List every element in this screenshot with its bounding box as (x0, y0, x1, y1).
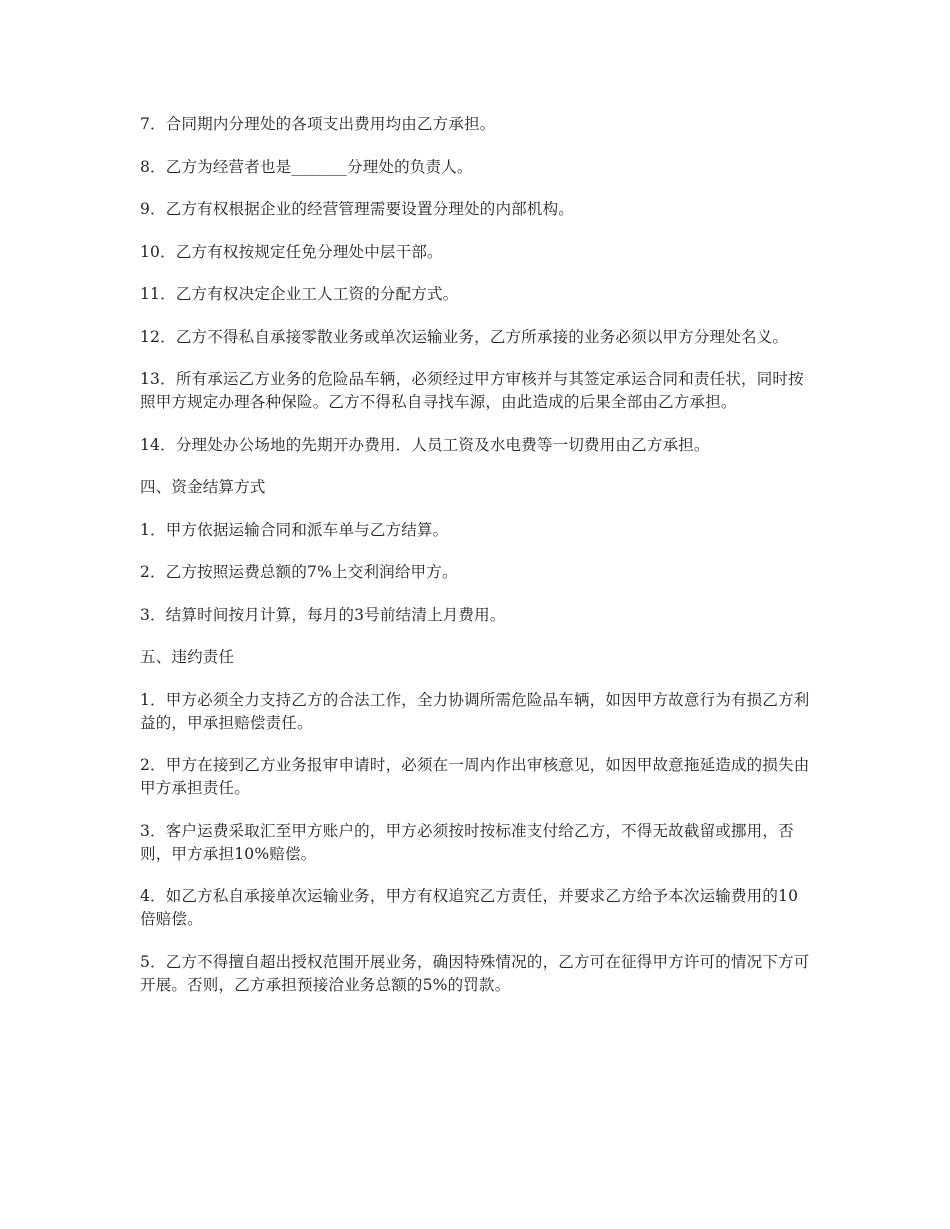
clause-12: 12．乙方不得私自承接零散业务或单次运输业务，乙方所承接的业务必须以甲方分理处名义。 (140, 327, 789, 346)
liability-item-4: 4．如乙方私自承接单次运输业务，甲方有权追究乙方责任，并要求乙方给予本次运输费用的10倍赔偿。 (140, 887, 799, 928)
section-heading-liability: 五、违约责任 (140, 648, 235, 666)
clause-8: 8．乙方为经营者也是_______分理处的负责人。 (140, 157, 473, 176)
section-heading-settlement: 四、资金结算方式 (140, 478, 266, 496)
clause-14: 14．分理处办公场地的先期开办费用．人员工资及水电费等一切费用由乙方承担。 (140, 435, 710, 454)
settlement-item-1: 1．甲方依据运输合同和派车单与乙方结算。 (140, 520, 449, 539)
clause-13: 13．所有承运乙方业务的危险品车辆，必须经过甲方审核并与其签定承运合同和责任状，同时按照甲方规定办理各种保险。乙方不得私自寻找车源，由此造成的后果全部由乙方承担。 (140, 370, 804, 411)
clause-9: 9．乙方有权根据企业的经营管理需要设置分理处的内部机构。 (140, 200, 574, 218)
clause-7: 7．合同期内分理处的各项支出费用均由乙方承担。 (140, 115, 496, 133)
clause-11: 11．乙方有权决定企业工人工资的分配方式。 (140, 285, 459, 303)
settlement-item-3: 3．结算时间按月计算，每月的3号前结清上月费用。 (140, 605, 506, 624)
clause-10: 10．乙方有权按规定任免分理处中层干部。 (140, 242, 443, 261)
document-body (140, 113, 810, 1016)
liability-item-1: 1．甲方必须全力支持乙方的合法工作，全力协调所需危险品车辆，如因甲方故意行为有损乙方利益的，甲承担赔偿责任。 (140, 690, 810, 732)
settlement-item-2: 2．乙方按照运费总额的7%上交利润给甲方。 (140, 563, 458, 581)
liability-item-3: 3．客户运费采取汇至甲方账户的，甲方必须按时按标准支付给乙方，不得无故截留或挪用，否则，甲方承担10%赔偿。 (140, 821, 794, 863)
liability-item-2: 2．甲方在接到乙方业务报审申请时，必须在一周内作出审核意见，如因甲故意拖延造成的损失由甲方承担责任。 (140, 756, 810, 797)
liability-item-5: 5．乙方不得擅自超出授权范围开展业务，确因特殊情况的，乙方可在征得甲方许可的情况下方可开展。否则，乙方承担预接洽业务总额的5%的罚款。 (140, 952, 810, 994)
